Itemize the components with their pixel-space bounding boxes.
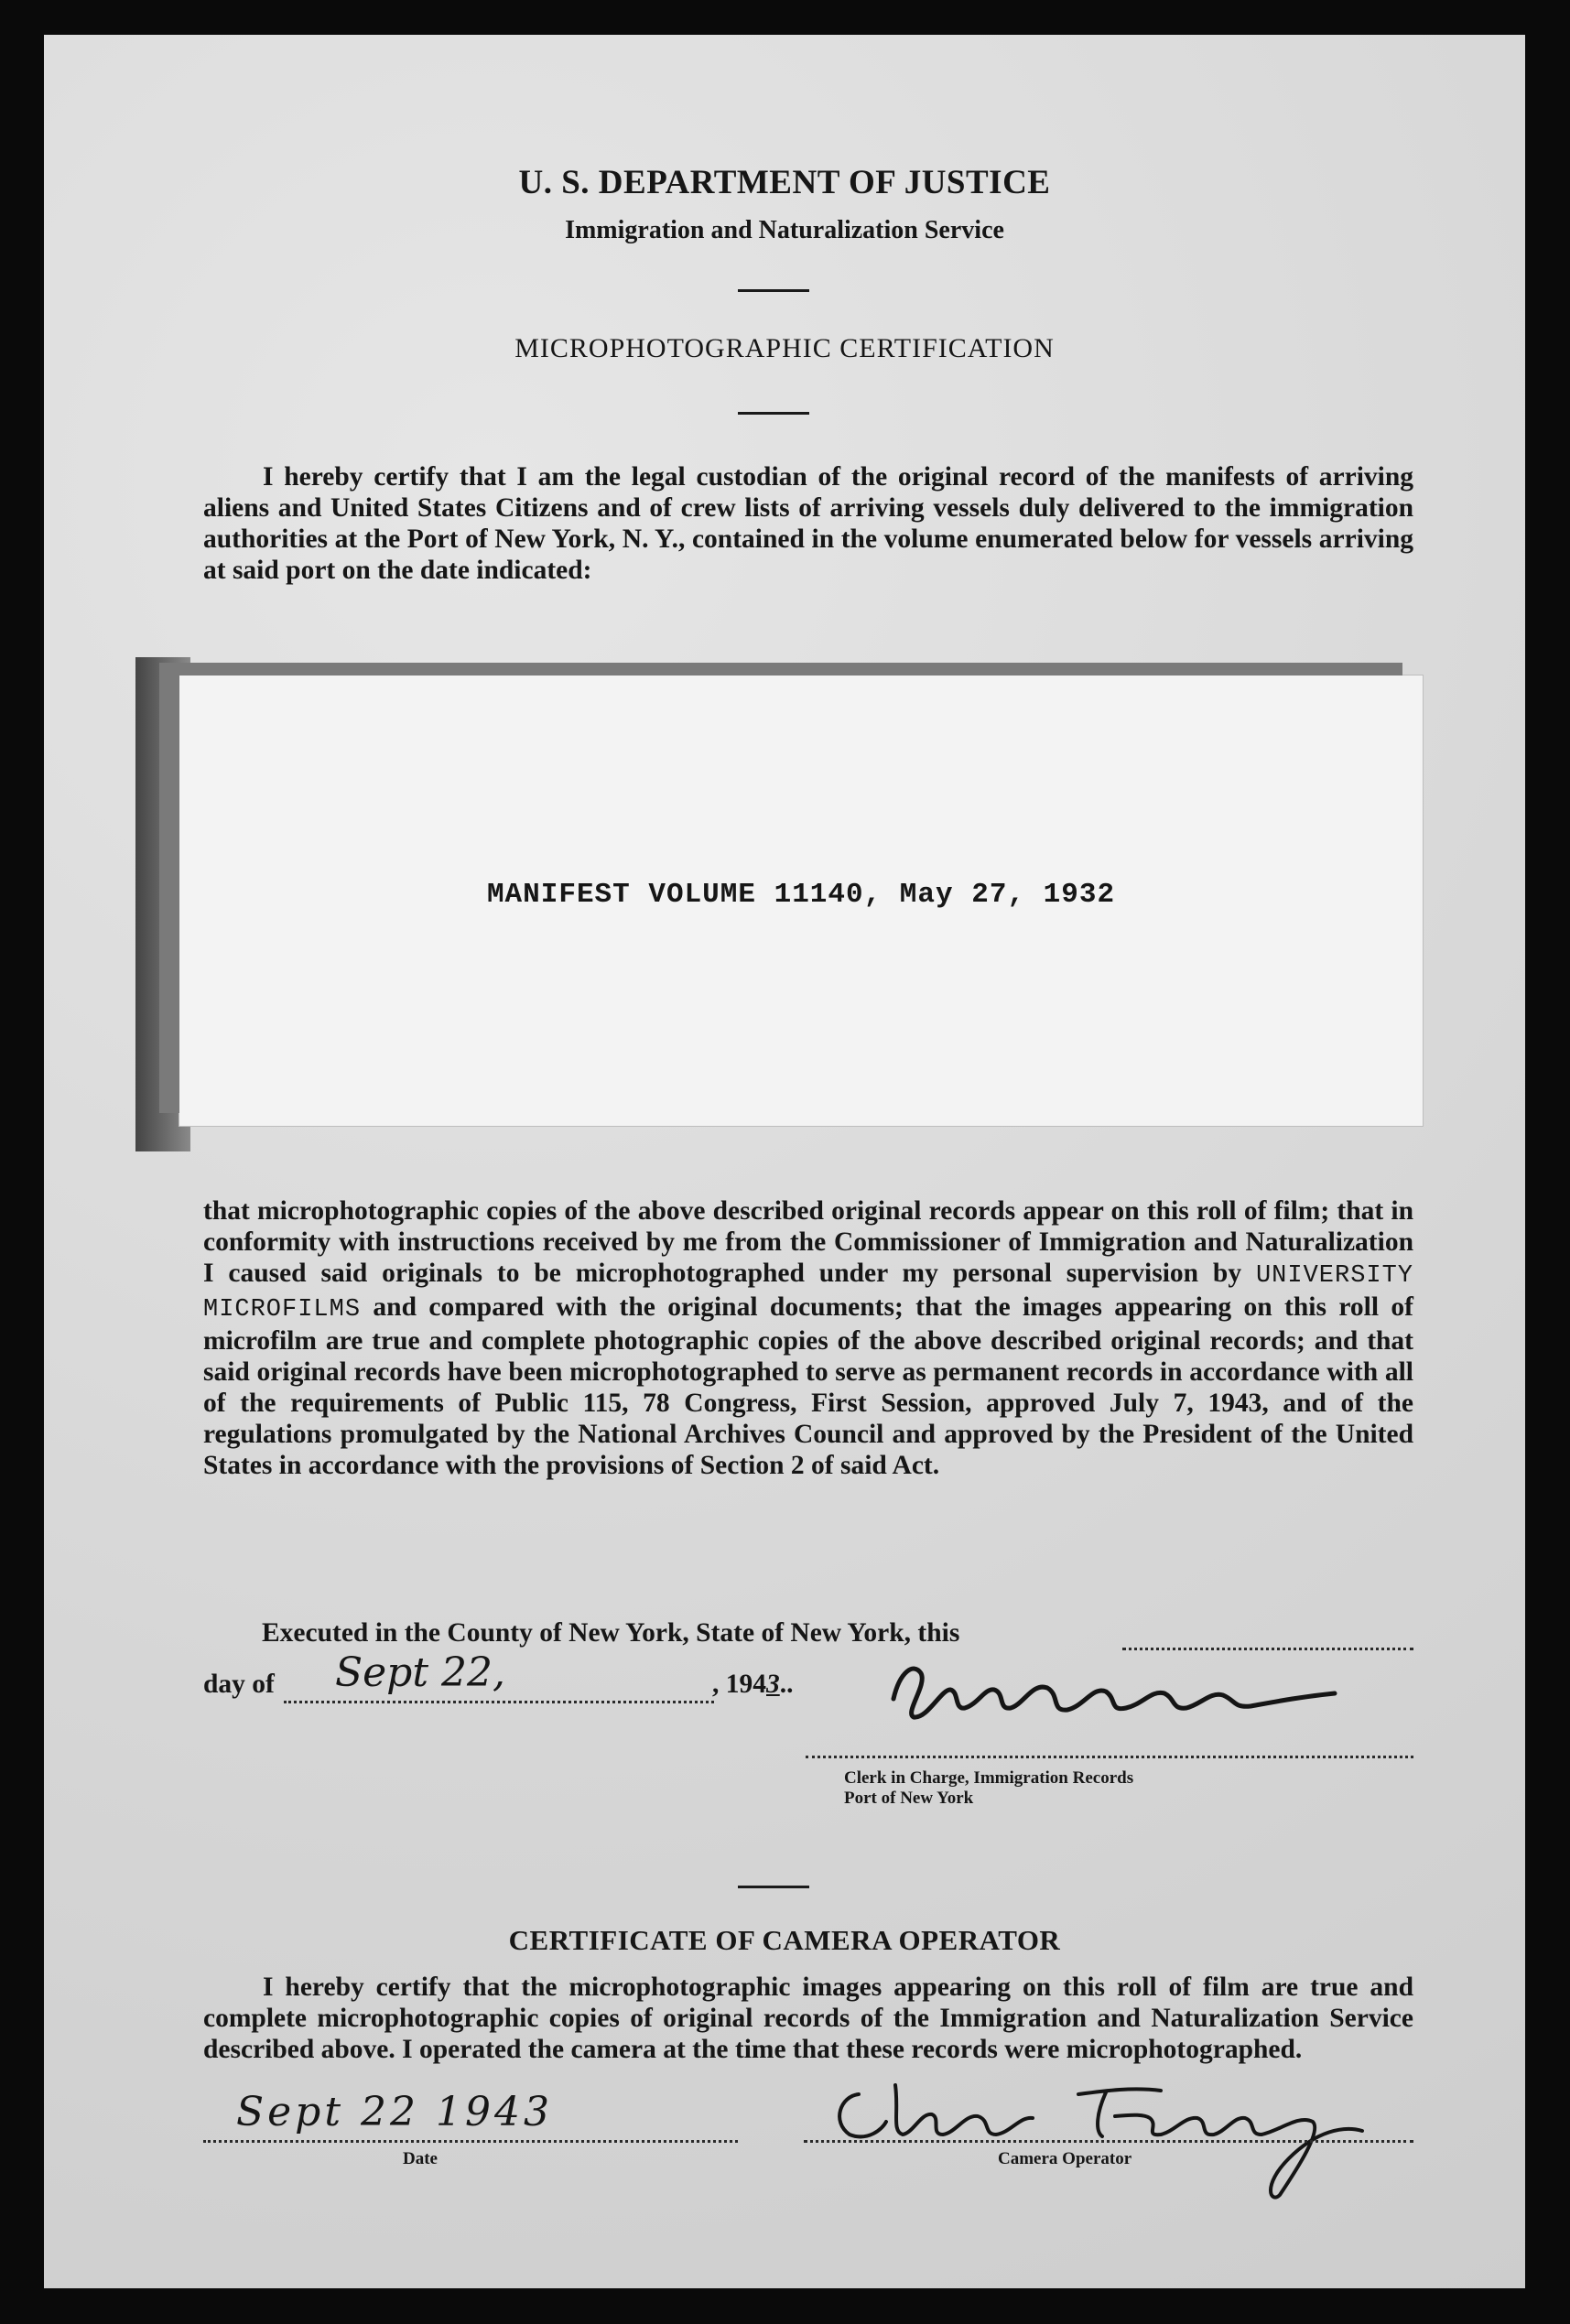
camera-operator-paragraph: I hereby certify that the microphotographic images appearing on this roll of film are true and complete microphotographic copies of original records of the Immigration and Naturalization Service described above. I operated the camera at the time that these records were microphotographed. (203, 1973, 1413, 2064)
date-label: Date (403, 2149, 438, 2168)
manifest-volume-label: MANIFEST VOLUME 11140, May 27, 1932 (486, 879, 1116, 911)
divider (738, 289, 809, 292)
operator-dotted-line (804, 2140, 1413, 2143)
date-dotted-line (203, 2140, 738, 2143)
divider (738, 412, 809, 415)
clerk-title-line2: Port of New York (844, 1789, 974, 1808)
handwritten-operator-date: Sept 22 1943 (236, 2089, 553, 2135)
camera-operator-signature (804, 2058, 1371, 2204)
camera-operator-label: Camera Operator (998, 2149, 1132, 2168)
certificate-sheet (44, 35, 1525, 2288)
certification-title: MICROPHOTOGRAPHIC CERTIFICATION (514, 333, 1055, 363)
day-of-label: day of (203, 1670, 275, 1699)
camera-operator-heading: CERTIFICATE OF CAMERA OPERATOR (508, 1924, 1061, 1956)
body-paragraph (203, 1195, 1413, 1481)
clerk-signature (877, 1635, 1353, 1735)
body-paragraph-part1: that microphotographic copies of the above described original records appear on this roll of film; that in conformity with instructions received by me from the Commissioner of Immigration and Naturalization I caused said originals to be microphotographed under my personal supervision by (203, 1196, 1413, 1288)
clerk-title-line1: Clerk in Charge, Immigration Records (844, 1768, 1134, 1788)
service-subheading: Immigration and Naturalization Service (565, 216, 1004, 244)
typed-company-name: UNIVERSITY MICROFILMS (203, 1262, 1414, 1324)
year-suffix-dots: .. (779, 1670, 794, 1699)
manifest-card (179, 676, 1423, 1126)
clerk-signature-stroke (893, 1669, 1335, 1717)
department-heading: U. S. DEPARTMENT OF JUSTICE (518, 164, 1051, 201)
executed-line: Executed in the County of New York, State of New York, this (262, 1618, 960, 1648)
intro-paragraph: I hereby certify that I am the legal custodian of the original record of the manifests of arriving aliens and United States Citizens and of crew lists of arriving vessels duly delivered to the immigration authorities at the Port of New York, N. Y., contained in the volume enumerated below for vessels arriving at said port on the date indicated: (203, 462, 1413, 585)
year-prefix: , 194 (712, 1670, 766, 1699)
clerk-title (844, 1768, 1133, 1809)
body-paragraph-part2: and compared with the original documents; that the images appearing on this roll of microfilm are true and complete photographic copies of the above described original records; and that said original records have been microphotographed to serve as permanent records in accordance with all of the requirements of Public 115, 78 Congress, First Session, approved July 7, 1943, and of the regulations promulgated by the National Archives Council and approved by the President of the United States in accordance with the provisions of Section 2 of said Act. (203, 1292, 1413, 1480)
divider (738, 1886, 809, 1888)
year-digit: 3 (766, 1670, 780, 1699)
year-label (712, 1670, 794, 1700)
clerk-signature-line (806, 1756, 1413, 1758)
handwritten-execution-date: Sept 22, (335, 1649, 505, 1696)
day-of-dotted-blank (284, 1701, 714, 1703)
